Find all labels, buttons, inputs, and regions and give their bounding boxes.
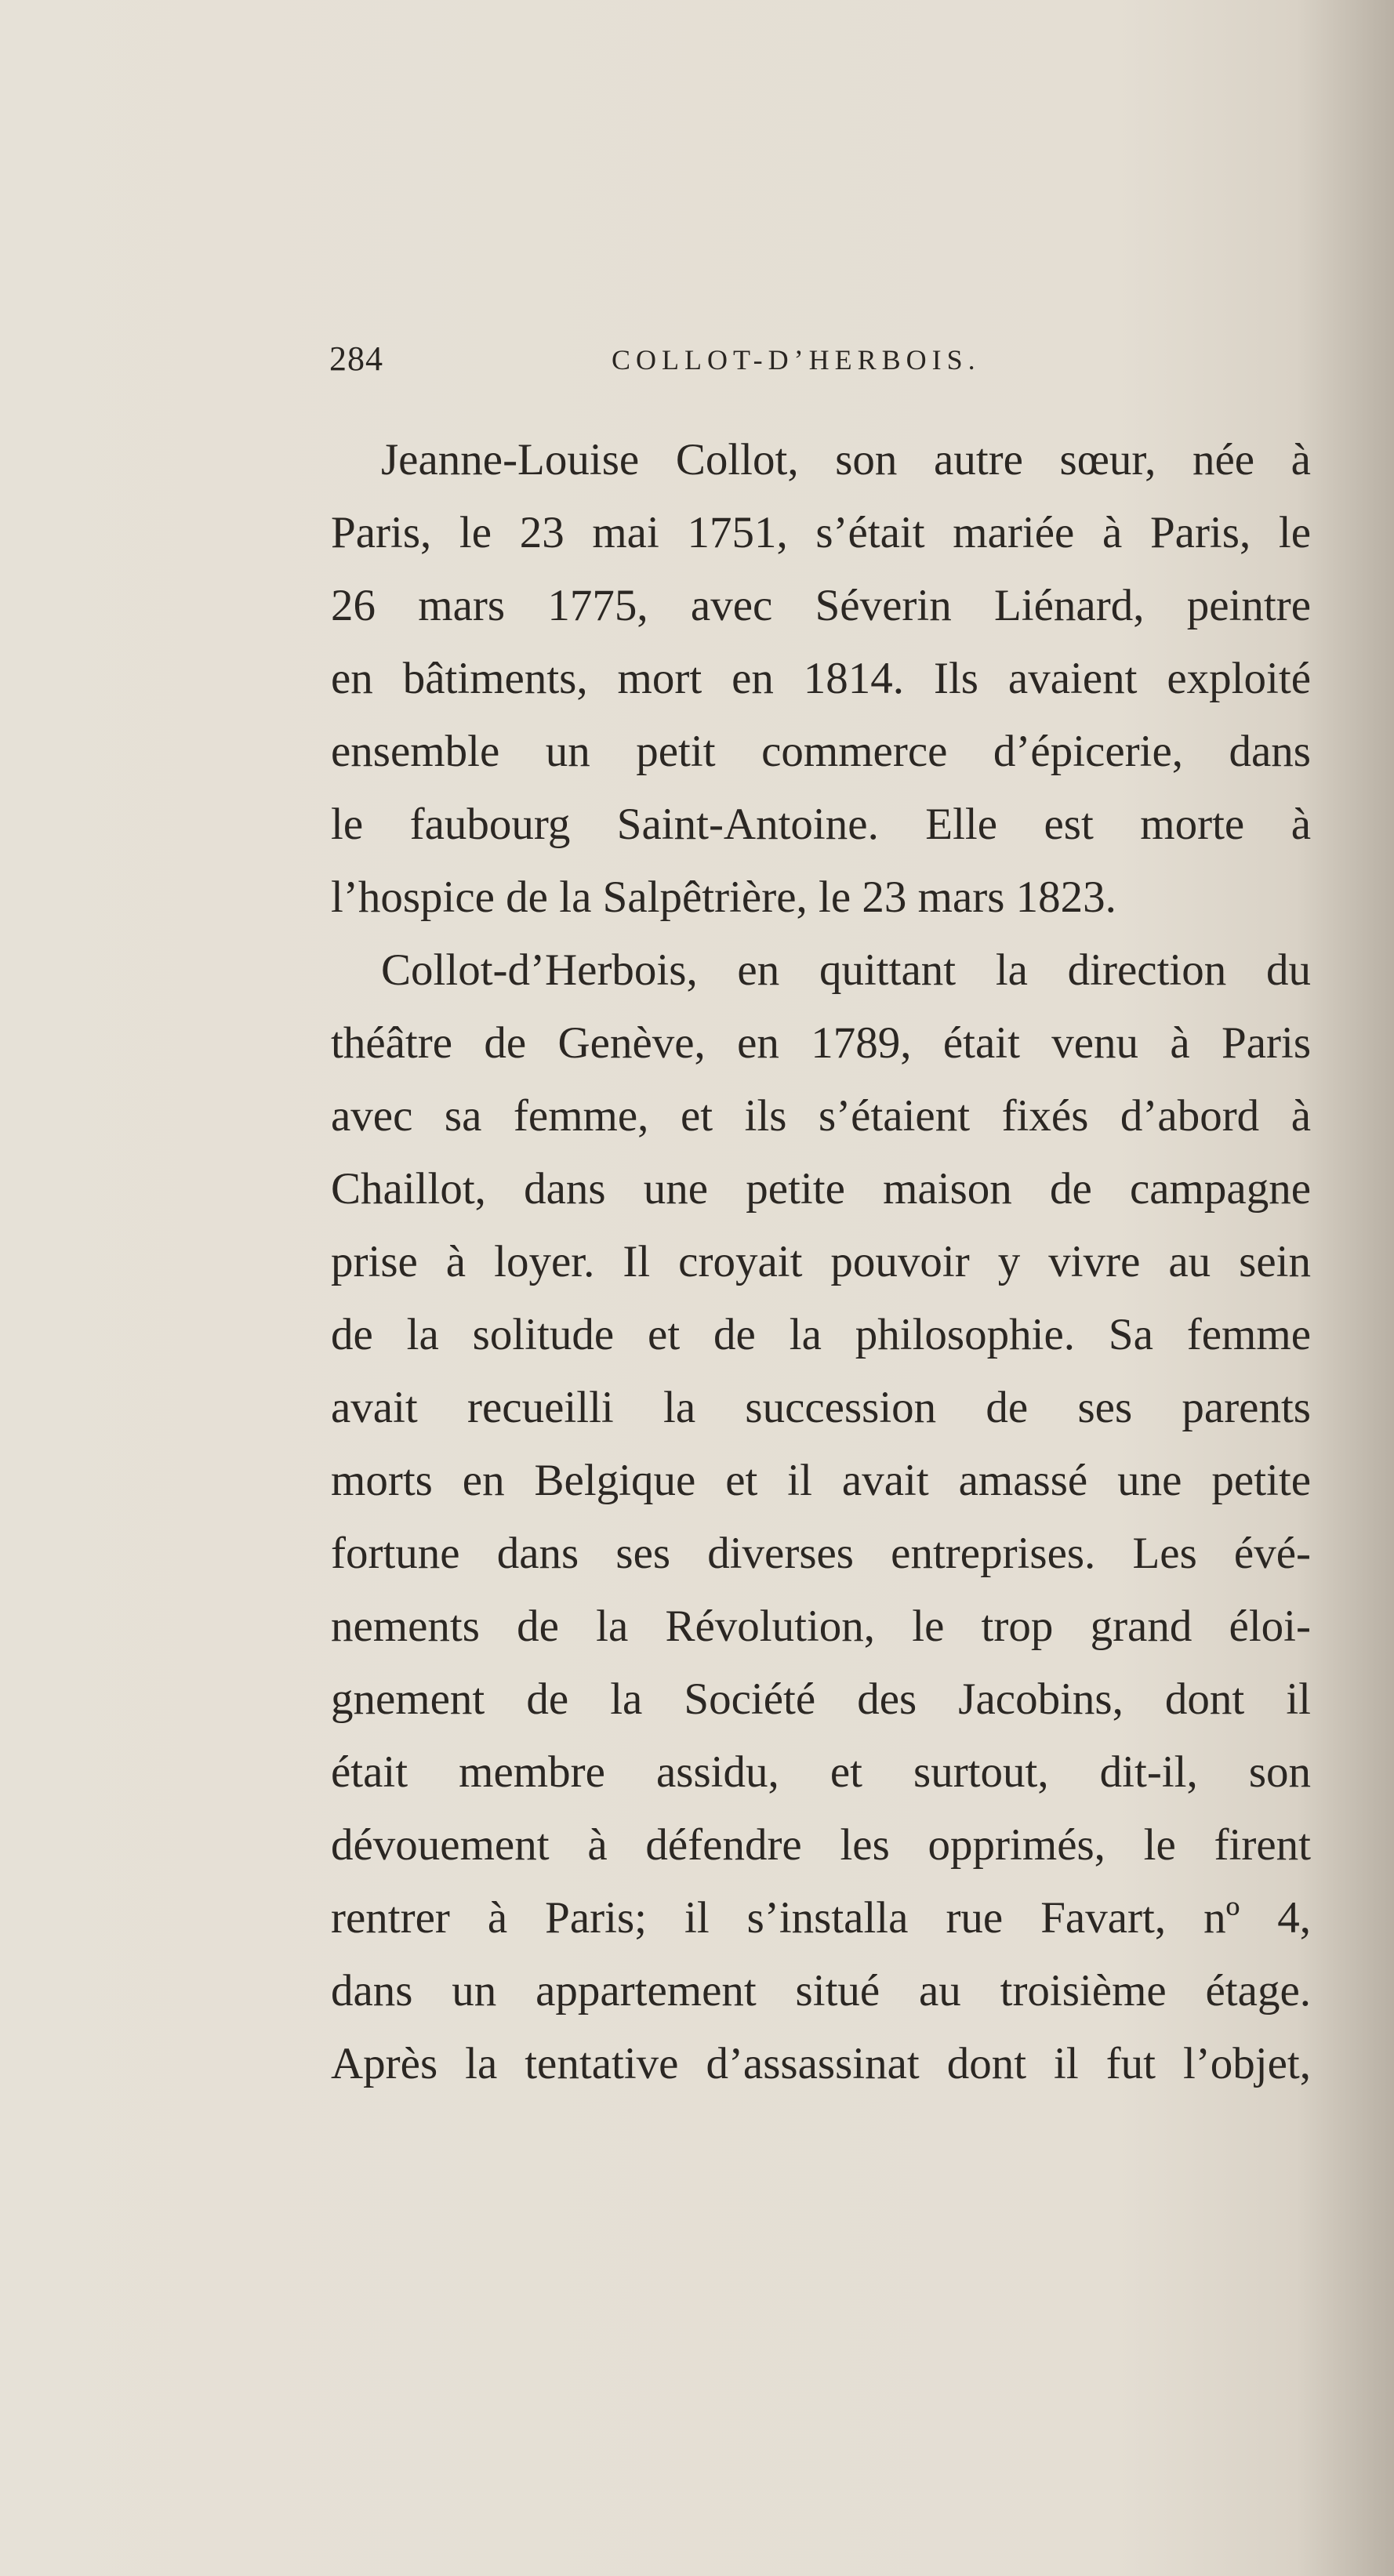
text-line: prise à loyer. Il croyait pouvoir y vivre au sein [331,1237,1311,1286]
text-line: Jeanne-Louise Collot, son autre sœur, née à [381,435,1311,484]
paragraph [331,934,1311,2100]
text-line: dans un appartement situé au troisième étage. [331,1966,1311,2015]
text-line: le faubourg Saint-Antoine. Elle est morte à [331,800,1311,849]
text-line: l’hospice de la Salpêtrière, le 23 mars 1823. [331,873,1116,922]
text-line: fortune dans ses diverses entreprises. Les évé- [331,1529,1311,1578]
running-title: COLLOT-D’HERBOIS. [612,344,981,376]
text-line: était membre assidu, et surtout, dit-il, son [331,1747,1311,1797]
text-line: théâtre de Genève, en 1789, était venu à Paris [331,1018,1311,1068]
text-line: avec sa femme, et ils s’étaient fixés d’abord à [331,1091,1311,1141]
text-line: 26 mars 1775, avec Séverin Liénard, peintre [331,581,1311,630]
text-line: nements de la Révolution, le trop grand éloi- [331,1602,1311,1651]
text-line: Chaillot, dans une petite maison de campagne [331,1164,1311,1214]
paragraph [331,423,1311,934]
page-number: 284 [329,339,383,378]
text-line: Collot-d’Herbois, en quittant la direction du [381,945,1311,995]
text-line: Après la tentative d’assassinat dont il fut l’objet, [331,2039,1311,2088]
text-line: rentrer à Paris; il s’installa rue Favart, nº 4, [331,1893,1311,1943]
text-line: avait recueilli la succession de ses parents [331,1383,1311,1432]
body-text [331,423,1311,2100]
text-line: morts en Belgique et il avait amassé une petite [331,1456,1311,1505]
text-line: Paris, le 23 mai 1751, s’était mariée à Paris, le [331,508,1311,557]
text-line: en bâtiments, mort en 1814. Ils avaient exploité [331,654,1311,703]
text-line: ensemble un petit commerce d’épicerie, dans [331,727,1311,776]
text-line: de la solitude et de la philosophie. Sa femme [331,1310,1311,1359]
text-line: gnement de la Société des Jacobins, dont il [331,1674,1311,1724]
text-line: dévouement à défendre les opprimés, le firent [331,1820,1311,1870]
page-header [329,339,1301,386]
